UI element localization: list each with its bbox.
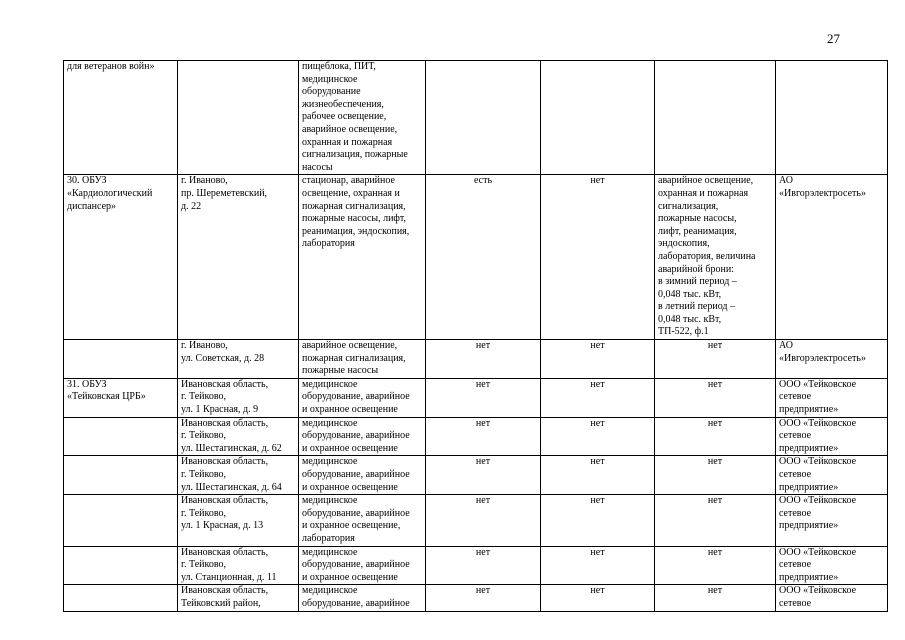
table-row [64, 546, 888, 585]
cell-col4: нет [426, 546, 541, 585]
cell-col6: нет [655, 495, 776, 546]
cell-col4 [426, 61, 541, 175]
cell-address: г. Иваново, ул. Советская, д. 28 [178, 340, 299, 379]
cell-organization [64, 417, 178, 456]
cell-col5: нет [541, 585, 655, 612]
table-row [64, 456, 888, 495]
cell-col4: нет [426, 456, 541, 495]
cell-col4: нет [426, 495, 541, 546]
cell-col6: нет [655, 546, 776, 585]
cell-organization: для ветеранов войн» [64, 61, 178, 175]
cell-col6: аварийное освещение, охранная и пожарная сигнализация, пожарные насосы, лифт, реанимация, эндоскопия, лаборатория, величина аварийной брони: в зимний период – 0,048 тыс. кВт, в летний период – 0,048 тыс. кВт, ТП-522, ф.1 [655, 175, 776, 340]
cell-grid-company: ООО «Тейковское сетевое предприятие» [776, 378, 888, 417]
cell-grid-company: АО «Ивгорэлектросеть» [776, 175, 888, 340]
cell-col4: есть [426, 175, 541, 340]
cell-address: Ивановская область, г. Тейково, ул. 1 Красная, д. 9 [178, 378, 299, 417]
cell-address: г. Иваново, пр. Шереметевский, д. 22 [178, 175, 299, 340]
cell-consumers: медицинское оборудование, аварийное и охранное освещение [299, 456, 426, 495]
cell-col5: нет [541, 456, 655, 495]
cell-grid-company: АО «Ивгорэлектросеть» [776, 340, 888, 379]
cell-grid-company [776, 61, 888, 175]
cell-grid-company: ООО «Тейковское сетевое предприятие» [776, 546, 888, 585]
cell-grid-company: ООО «Тейковское сетевое [776, 585, 888, 612]
data-table [63, 60, 888, 612]
cell-col5: нет [541, 495, 655, 546]
cell-consumers: стационар, аварийное освещение, охранная и пожарная сигнализация, пожарные насосы, лифт, реанимация, эндоскопия, лаборатория [299, 175, 426, 340]
cell-address: Ивановская область, г. Тейково, ул. 1 Красная, д. 13 [178, 495, 299, 546]
cell-col4: нет [426, 585, 541, 612]
cell-col6: нет [655, 585, 776, 612]
table-row [64, 378, 888, 417]
cell-organization [64, 495, 178, 546]
table-row [64, 585, 888, 612]
cell-col6: нет [655, 417, 776, 456]
cell-consumers: медицинское оборудование, аварийное и охранное освещение, лаборатория [299, 495, 426, 546]
cell-col5: нет [541, 417, 655, 456]
table-row [64, 417, 888, 456]
cell-consumers: медицинское оборудование, аварийное и охранное освещение [299, 378, 426, 417]
cell-consumers: медицинское оборудование, аварийное [299, 585, 426, 612]
cell-col5: нет [541, 378, 655, 417]
cell-col6 [655, 61, 776, 175]
cell-grid-company: ООО «Тейковское сетевое предприятие» [776, 456, 888, 495]
cell-col4: нет [426, 417, 541, 456]
cell-address: Ивановская область, Тейковский район, [178, 585, 299, 612]
cell-col6: нет [655, 456, 776, 495]
table-row [64, 495, 888, 546]
cell-address: Ивановская область, г. Тейково, ул. Шестагинская, д. 62 [178, 417, 299, 456]
cell-organization [64, 340, 178, 379]
cell-col4: нет [426, 378, 541, 417]
page-number: 27 [827, 31, 840, 46]
cell-col5: нет [541, 546, 655, 585]
cell-consumers: медицинское оборудование, аварийное и охранное освещение [299, 546, 426, 585]
cell-address: Ивановская область, г. Тейково, ул. Шестагинская, д. 64 [178, 456, 299, 495]
table-row [64, 340, 888, 379]
cell-organization: 31. ОБУЗ «Тейковская ЦРБ» [64, 378, 178, 417]
cell-consumers: медицинское оборудование, аварийное и охранное освещение [299, 417, 426, 456]
table-row [64, 175, 888, 340]
cell-grid-company: ООО «Тейковское сетевое предприятие» [776, 417, 888, 456]
cell-address: Ивановская область, г. Тейково, ул. Станционная, д. 11 [178, 546, 299, 585]
table-row [64, 61, 888, 175]
cell-col5: нет [541, 175, 655, 340]
cell-consumers: пищеблока, ПИТ, медицинское оборудование жизнеобеспечения, рабочее освещение, аварийное освещение, охранная и пожарная сигнализация, пожарные насосы [299, 61, 426, 175]
cell-address [178, 61, 299, 175]
cell-col6: нет [655, 378, 776, 417]
cell-col6: нет [655, 340, 776, 379]
cell-grid-company: ООО «Тейковское сетевое предприятие» [776, 495, 888, 546]
cell-col4: нет [426, 340, 541, 379]
cell-col5 [541, 61, 655, 175]
cell-organization: 30. ОБУЗ «Кардиологический диспансер» [64, 175, 178, 340]
cell-col5: нет [541, 340, 655, 379]
cell-organization [64, 546, 178, 585]
cell-organization [64, 585, 178, 612]
cell-organization [64, 456, 178, 495]
cell-consumers: аварийное освещение, пожарная сигнализация, пожарные насосы [299, 340, 426, 379]
